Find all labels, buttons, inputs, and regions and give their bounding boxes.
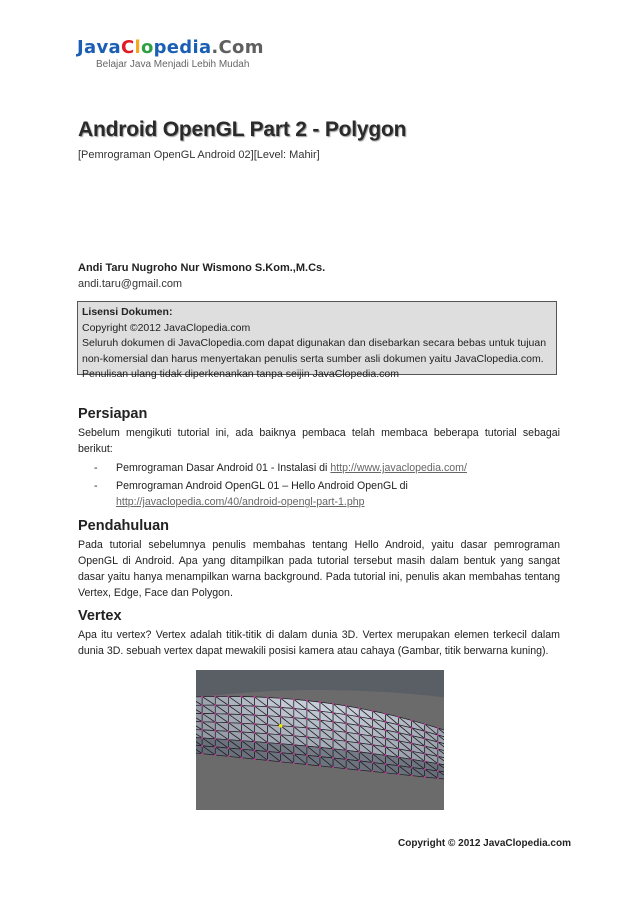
- mesh-vertex: [345, 722, 347, 724]
- mesh-vertex: [411, 750, 413, 752]
- mesh-vertex: [293, 707, 295, 709]
- mesh-vertex: [332, 703, 334, 705]
- mesh-vertex-figure: [196, 670, 444, 810]
- author-email[interactable]: andi.taru@gmail.com: [78, 278, 183, 290]
- mesh-vertex: [201, 721, 203, 723]
- mesh-vertex: [280, 706, 282, 708]
- mesh-vertex: [319, 746, 321, 748]
- mesh-vertex: [384, 721, 386, 723]
- mesh-vertex: [397, 716, 399, 718]
- mesh-vertex: [371, 744, 373, 746]
- mesh-vertex: [280, 761, 282, 763]
- mesh-vertex: [240, 757, 242, 759]
- mesh-vertex: [384, 713, 386, 715]
- mesh-vertex: [253, 705, 255, 707]
- mesh-vertex: [345, 731, 347, 733]
- mesh-vertex: [411, 735, 413, 737]
- mesh-vertex: [424, 738, 426, 740]
- mesh-vertex: [227, 747, 229, 749]
- mesh-vertex: [345, 768, 347, 770]
- section-heading: Pendahuluan: [78, 518, 170, 534]
- mesh-vertex: [345, 740, 347, 742]
- mesh-vertex: [240, 705, 242, 707]
- mesh-vertex: [319, 701, 321, 703]
- logo-letter: pedia: [153, 37, 212, 58]
- mesh-vertex: [214, 754, 216, 756]
- mesh-vertex: [437, 763, 439, 765]
- license-line: non-komersial dan harus menyertakan penulis serta sumber asli dokumen yaitu JavaClopedia.com.: [82, 352, 544, 365]
- mesh-vertex: [293, 726, 295, 728]
- logo-tagline: Belajar Java Menjadi Lebih Mudah: [96, 59, 250, 70]
- list-item: [78, 478, 560, 510]
- mesh-vertex: [332, 748, 334, 750]
- mesh-vertex: [267, 715, 269, 717]
- mesh-vertex: [253, 758, 255, 760]
- mesh-vertex: [306, 700, 308, 702]
- mesh-vertex: [293, 744, 295, 746]
- mesh-vertex: [267, 733, 269, 735]
- mesh-vertex: [227, 739, 229, 741]
- mesh-vertex: [240, 695, 242, 697]
- mesh-vertex: [424, 753, 426, 755]
- mesh-vertex: [306, 718, 308, 720]
- javaclopedia-logo[interactable]: [77, 38, 264, 70]
- mesh-vertex: [280, 697, 282, 699]
- mesh-vertex: [319, 719, 321, 721]
- mesh-vertex: [227, 730, 229, 732]
- mesh-vertex: [411, 727, 413, 729]
- section-pendahuluan: [78, 517, 560, 601]
- mesh-vertex: [358, 716, 360, 718]
- mesh-vertex: [397, 765, 399, 767]
- mesh-vertex: [240, 748, 242, 750]
- mesh-vertex: [306, 709, 308, 711]
- mesh-vertex: [437, 727, 439, 729]
- logo-letter: J: [77, 37, 84, 58]
- mesh-vertex: [371, 770, 373, 772]
- wireframe-mesh-image: [196, 670, 444, 810]
- mesh-vertex: [411, 758, 413, 760]
- mesh-vertex: [253, 732, 255, 734]
- mesh-vertex: [437, 770, 439, 772]
- mesh-vertex: [424, 776, 426, 778]
- mesh-vertex: [214, 721, 216, 723]
- mesh-vertex: [345, 749, 347, 751]
- mesh-vertex: [267, 750, 269, 752]
- mesh-vertex: [397, 756, 399, 758]
- document-subtitle: [Pemrograman OpenGL Android 02][Level: Mahir]: [78, 149, 320, 161]
- mesh-vertex: [358, 724, 360, 726]
- mesh-vertex: [214, 738, 216, 740]
- mesh-vertex: [214, 746, 216, 748]
- logo-letter: ava: [84, 37, 121, 58]
- mesh-vertex: [384, 729, 386, 731]
- mesh-vertex: [397, 740, 399, 742]
- mesh-vertex: [437, 748, 439, 750]
- mesh-vertex: [240, 731, 242, 733]
- mesh-vertex: [214, 730, 216, 732]
- mesh-vertex: [384, 763, 386, 765]
- mesh-vertex: [280, 743, 282, 745]
- mesh-vertex: [411, 775, 413, 777]
- mesh-vertex: [345, 705, 347, 707]
- mesh-vertex: [227, 722, 229, 724]
- section-heading: Vertex: [78, 608, 122, 624]
- tutorial-link[interactable]: http://www.javaclopedia.com/: [330, 462, 467, 474]
- logo-letter: C: [120, 37, 135, 58]
- mesh-vertex: [411, 719, 413, 721]
- mesh-vertex: [371, 727, 373, 729]
- mesh-vertex: [201, 712, 203, 714]
- mesh-vertex: [267, 696, 269, 698]
- mesh-vertex: [227, 695, 229, 697]
- mesh-vertex: [253, 741, 255, 743]
- mesh-vertex: [345, 714, 347, 716]
- mesh-vertex: [319, 728, 321, 730]
- mesh-vertex: [424, 745, 426, 747]
- section-body: Pada tutorial sebelumnya penulis membahas tentang Hello Android, yaitu dasar pemrograman OpenGL di Android. Apa yang ditampilkan pada tutorial tersebut masih dalam bentuk yang sangat dasar yaitu hanya menampilkan warna background. Pada tutorial ini, penulis akan membahas tentang Vertex, Edge, Face dan Polygon.: [78, 539, 560, 599]
- mesh-vertex: [253, 723, 255, 725]
- license-line: Seluruh dokumen di JavaClopedia.com dapat digunakan dan disebarkan secara bebas untuk tujuan: [82, 337, 547, 349]
- document-title: Android OpenGL Part 2 - Polygon: [78, 118, 407, 141]
- mesh-vertex: [371, 718, 373, 720]
- mesh-vertex: [201, 737, 203, 739]
- mesh-vertex: [332, 757, 334, 759]
- page-footer-copyright: Copyright © 2012 JavaClopedia.com: [398, 838, 571, 849]
- logo-wordmark: [77, 38, 264, 58]
- mesh-vertex: [214, 704, 216, 706]
- mesh-vertex: [437, 741, 439, 743]
- mesh-vertex: [332, 721, 334, 723]
- mesh-vertex: [384, 772, 386, 774]
- section-persiapan: [78, 405, 560, 512]
- license-line: Penulisan ulang tidak diperkenankan tanpa seijin JavaClopedia.com: [82, 368, 399, 380]
- mesh-vertex: [437, 734, 439, 736]
- list-dash: -: [94, 462, 98, 474]
- mesh-vertex: [437, 755, 439, 757]
- mesh-vertex: [332, 730, 334, 732]
- mesh-vertex: [267, 759, 269, 761]
- list-dash: -: [94, 480, 98, 492]
- list-item-text: Pemrograman Dasar Android 01 - Instalasi di: [116, 462, 331, 474]
- mesh-vertex: [411, 766, 413, 768]
- mesh-vertex: [384, 754, 386, 756]
- mesh-vertex: [397, 724, 399, 726]
- section-body: Sebelum mengikuti tutorial ini, ada baiknya pembaca telah membaca beberapa tutorial sebagai berikut:: [78, 427, 560, 455]
- mesh-vertex: [332, 766, 334, 768]
- mesh-vertex: [267, 742, 269, 744]
- mesh-vertex: [358, 742, 360, 744]
- mesh-vertex: [437, 777, 439, 779]
- mesh-vertex: [253, 714, 255, 716]
- tutorial-link[interactable]: http://javaclopedia.com/40/android-opengl-part-1.php: [116, 496, 365, 508]
- mesh-vertex: [201, 753, 203, 755]
- mesh-vertex: [358, 733, 360, 735]
- mesh-vertex: [306, 754, 308, 756]
- mesh-vertex: [345, 758, 347, 760]
- mesh-vertex: [293, 698, 295, 700]
- mesh-vertex: [280, 734, 282, 736]
- mesh-vertex: [371, 710, 373, 712]
- list-item-text: Pemrograman Android OpenGL 01 – Hello Android OpenGL di: [116, 480, 408, 492]
- mesh-vertex: [358, 769, 360, 771]
- mesh-vertex: [332, 739, 334, 741]
- license-heading: Lisensi Dokumen:: [82, 306, 173, 318]
- mesh-vertex: [214, 695, 216, 697]
- mesh-vertex: [253, 696, 255, 698]
- mesh-vertex: [371, 735, 373, 737]
- mesh-vertex: [319, 765, 321, 767]
- mesh-vertex: [371, 753, 373, 755]
- mesh-vertex: [227, 713, 229, 715]
- mesh-vertex: [201, 729, 203, 731]
- license-box: [77, 301, 557, 380]
- mesh-vertex: [280, 716, 282, 718]
- mesh-vertex: [306, 745, 308, 747]
- mesh-vertex: [397, 732, 399, 734]
- mesh-vertex: [293, 717, 295, 719]
- mesh-vertex: [358, 751, 360, 753]
- mesh-vertex: [358, 707, 360, 709]
- mesh-vertex: [293, 753, 295, 755]
- mesh-vertex: [293, 735, 295, 737]
- mesh-vertex: [240, 713, 242, 715]
- mesh-vertex: [253, 749, 255, 751]
- logo-letter: l: [134, 37, 141, 58]
- mesh-vertex: [293, 762, 295, 764]
- mesh-vertex: [397, 748, 399, 750]
- prerequisite-list: [78, 460, 560, 510]
- mesh-vertex: [267, 706, 269, 708]
- selected-vertex: [279, 724, 283, 728]
- list-item: [78, 460, 560, 476]
- author-name: Andi Taru Nugroho Nur Wismono S.Kom.,M.Cs.: [78, 262, 326, 274]
- mesh-vertex: [358, 760, 360, 762]
- section-vertex: [78, 607, 560, 659]
- mesh-vertex: [280, 752, 282, 754]
- mesh-vertex: [306, 763, 308, 765]
- mesh-vertex: [397, 773, 399, 775]
- mesh-shadow: [196, 670, 444, 700]
- logo-letter: .Com: [211, 37, 264, 58]
- mesh-vertex: [240, 740, 242, 742]
- section-heading: Persiapan: [78, 406, 148, 422]
- mesh-vertex: [267, 724, 269, 726]
- logo-letter: o: [140, 37, 154, 58]
- mesh-vertex: [411, 742, 413, 744]
- mesh-vertex: [214, 713, 216, 715]
- mesh-vertex: [227, 755, 229, 757]
- mesh-vertex: [424, 768, 426, 770]
- mesh-vertex: [384, 737, 386, 739]
- mesh-vertex: [201, 696, 203, 698]
- license-line: Copyright ©2012 JavaClopedia.com: [82, 321, 251, 334]
- mesh-vertex: [240, 722, 242, 724]
- section-body: Apa itu vertex? Vertex adalah titik-titik di dalam dunia 3D. Vertex merupakan elemen terkecil dalam dunia 3D. sebuah vertex dapat mewakili posisi kamera atau cahaya (Gambar, titik berwarna kuning).: [78, 629, 560, 657]
- mesh-vertex: [201, 745, 203, 747]
- mesh-vertex: [306, 727, 308, 729]
- mesh-vertex: [371, 761, 373, 763]
- mesh-vertex: [227, 704, 229, 706]
- mesh-vertex: [424, 760, 426, 762]
- mesh-vertex: [424, 723, 426, 725]
- mesh-vertex: [319, 737, 321, 739]
- mesh-vertex: [319, 710, 321, 712]
- mesh-vertex: [384, 746, 386, 748]
- mesh-vertex: [306, 736, 308, 738]
- mesh-vertex: [319, 756, 321, 758]
- mesh-vertex: [332, 712, 334, 714]
- mesh-vertex: [201, 704, 203, 706]
- mesh-vertex: [424, 730, 426, 732]
